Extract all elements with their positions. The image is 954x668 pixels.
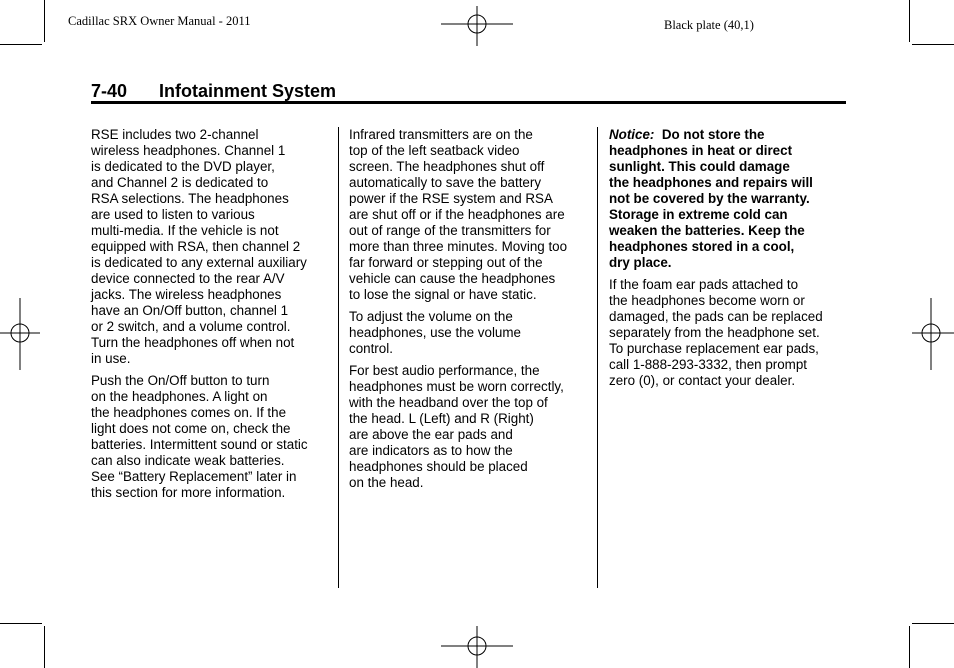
text-line: separately from the headphone set. xyxy=(609,325,820,340)
text-line: automatically to save the battery xyxy=(349,175,542,190)
column-divider-2 xyxy=(597,127,598,588)
text-line: See “Battery Replacement” later in xyxy=(91,469,297,484)
notice-label: Notice: xyxy=(609,127,655,142)
text-line: headphones in heat or direct xyxy=(609,143,793,158)
text-line: the headphones comes on. If the xyxy=(91,405,287,420)
text-line: have an On/Off button, channel 1 xyxy=(91,303,289,318)
text-line: device connected to the rear A/V xyxy=(91,271,285,286)
text-line: can also indicate weak batteries. xyxy=(91,453,285,468)
text-line: Storage in extreme cold can xyxy=(609,207,788,222)
text-line: is dedicated to the DVD player, xyxy=(91,159,275,174)
text-line: wireless headphones. Channel 1 xyxy=(91,143,286,158)
text-line: top of the left seatback video xyxy=(349,143,520,158)
crop-mark-bottom-left-v xyxy=(44,626,45,668)
text-line: equipped with RSA, then channel 2 xyxy=(91,239,301,254)
text-line: more than three minutes. Moving too xyxy=(349,239,568,254)
text-line: headphones stored in a cool, xyxy=(609,239,795,254)
manual-title: Cadillac SRX Owner Manual - 2011 xyxy=(68,14,251,28)
text-line: Turn the headphones off when not xyxy=(91,335,295,350)
text-line: are shut off or if the headphones are xyxy=(349,207,565,222)
text-line: control. xyxy=(349,341,393,356)
paragraph xyxy=(349,363,589,491)
crop-mark-top-right-h xyxy=(912,44,954,45)
text-line: are indicators as to how the xyxy=(349,443,513,458)
text-line: headphones should be placed xyxy=(349,459,528,474)
crop-mark-top-left-h xyxy=(0,44,42,45)
text-line: light does not come on, check the xyxy=(91,421,291,436)
text-line: For best audio performance, the xyxy=(349,363,540,378)
notice-rest xyxy=(609,143,849,271)
text-line: vehicle can cause the headphones xyxy=(349,271,556,286)
text-line: To adjust the volume on the xyxy=(349,309,513,324)
paragraph xyxy=(349,309,589,357)
notice-block xyxy=(609,127,849,271)
registration-crosshair-left-icon xyxy=(0,298,40,370)
crop-mark-top-right-v xyxy=(909,0,910,42)
text-line: this section for more information. xyxy=(91,485,286,500)
text-line: screen. The headphones shut off xyxy=(349,159,545,174)
text-line: or 2 switch, and a volume control. xyxy=(91,319,291,334)
paragraph xyxy=(91,373,331,501)
registration-crosshair-right-icon xyxy=(912,298,954,370)
column-1 xyxy=(91,127,331,507)
text-line: damaged, the pads can be replaced xyxy=(609,309,823,324)
text-line: is dedicated to any external auxiliary xyxy=(91,255,307,270)
registration-crosshair-top-icon xyxy=(441,6,513,46)
text-line: Push the On/Off button to turn xyxy=(91,373,270,388)
text-line: batteries. Intermittent sound or static xyxy=(91,437,308,452)
registration-crosshair-bottom-icon xyxy=(441,626,513,668)
text-line: weaken the batteries. Keep the xyxy=(609,223,805,238)
text-line: are above the ear pads and xyxy=(349,427,513,442)
text-line: out of range of the transmitters for xyxy=(349,223,551,238)
text-line: jacks. The wireless headphones xyxy=(91,287,282,302)
page-number: 7-40 xyxy=(91,81,128,101)
paragraph xyxy=(349,127,589,303)
text-line: on the head. xyxy=(349,475,424,490)
column-divider-1 xyxy=(338,127,339,588)
text-line: dry place. xyxy=(609,255,672,270)
text-line: far forward or stepping out of the xyxy=(349,255,543,270)
paragraph xyxy=(609,277,849,389)
text-line: to lose the signal or have static. xyxy=(349,287,537,302)
text-line: Infrared transmitters are on the xyxy=(349,127,533,142)
column-3 xyxy=(609,127,849,395)
text-line: in use. xyxy=(91,351,131,366)
column-2 xyxy=(349,127,589,497)
crop-mark-top-left-v xyxy=(44,0,45,42)
text-line: on the headphones. A light on xyxy=(91,389,268,404)
text-line: zero (0), or contact your dealer. xyxy=(609,373,796,388)
text-line: are used to listen to various xyxy=(91,207,255,222)
text-line: the head. L (Left) and R (Right) xyxy=(349,411,534,426)
text-line: and Channel 2 is dedicated to xyxy=(91,175,269,190)
header-rule xyxy=(91,101,846,104)
text-line: multi-media. If the vehicle is not xyxy=(91,223,279,238)
text-line: If the foam ear pads attached to xyxy=(609,277,799,292)
section-header xyxy=(91,80,846,102)
crop-mark-bottom-right-h xyxy=(912,623,954,624)
text-line: sunlight. This could damage xyxy=(609,159,790,174)
paragraph xyxy=(91,127,331,367)
notice-text: Do not store the xyxy=(661,127,765,142)
text-line: the headphones and repairs will xyxy=(609,175,813,190)
notice-first-line xyxy=(609,127,849,143)
crop-mark-bottom-left-h xyxy=(0,623,42,624)
text-line: not be covered by the warranty. xyxy=(609,191,810,206)
text-line: RSA selections. The headphones xyxy=(91,191,289,206)
plate-label: Black plate (40,1) xyxy=(664,18,754,32)
section-title: Infotainment System xyxy=(159,81,337,101)
text-line: with the headband over the top of xyxy=(349,395,548,410)
text-line: To purchase replacement ear pads, xyxy=(609,341,819,356)
text-line: call 1-888-293-3332, then prompt xyxy=(609,357,808,372)
text-line: the headphones become worn or xyxy=(609,293,805,308)
text-line: headphones must be worn correctly, xyxy=(349,379,564,394)
crop-mark-bottom-right-v xyxy=(909,626,910,668)
text-line: power if the RSE system and RSA xyxy=(349,191,553,206)
text-line: RSE includes two 2-channel xyxy=(91,127,259,142)
text-line: headphones, use the volume xyxy=(349,325,521,340)
